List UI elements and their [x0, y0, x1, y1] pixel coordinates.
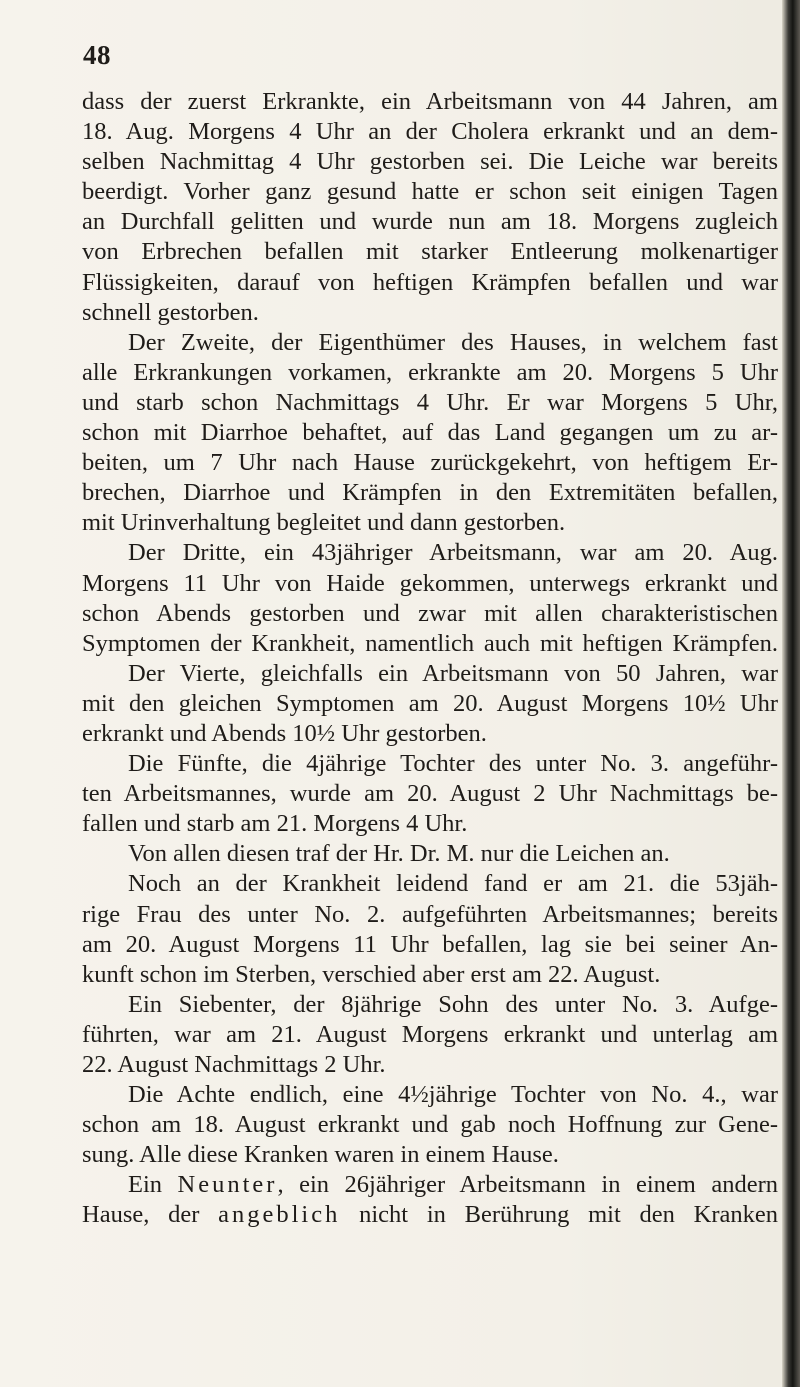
text-line: dass der zuerst Erkrankte, ein Arbeitsmann von 44 Jahren, am [82, 88, 778, 115]
text-fragment: , ein 26jähriger Arbeitsmann in einem andern [277, 1171, 778, 1199]
text-line: fallen und starb am 21. Morgens 4 Uhr. [82, 810, 468, 838]
text-line: 18. Aug. Morgens 4 Uhr an der Cholera erkrankt und an dem- [82, 118, 778, 146]
text-line: alle Erkrankungen vorkamen, erkrankte am 20. Morgens 5 Uhr [82, 358, 778, 386]
text-line: von Erbrechen befallen mit starker Entleerung molkenartiger [82, 238, 778, 266]
text-line: am 20. August Morgens 11 Uhr befallen, lag sie bei seiner An- [82, 930, 778, 958]
page-binding-edge [782, 0, 800, 1387]
text-line: Noch an der Krankheit leidend fand er am 21. die 53jäh- [128, 870, 778, 898]
text-lines [82, 87, 778, 1170]
text-line: Von allen diesen traf der Hr. Dr. M. nur die Leichen an. [128, 840, 670, 868]
text-line: kunft schon im Sterben, verschied aber erst am 22. August. [82, 960, 661, 988]
text-line: schnell gestorben. [82, 298, 259, 326]
text-line: Der Zweite, der Eigenthümer des Hauses, in welchem fast [128, 328, 778, 356]
emphasized-word: angeblich [218, 1201, 341, 1229]
text-fragment: nicht in Berührung mit den Kranken [340, 1201, 778, 1229]
text-line-angeblich [82, 1200, 778, 1230]
text-line: erkrankt und Abends 10½ Uhr gestorben. [82, 719, 487, 747]
text-line-neunter [82, 1170, 778, 1200]
text-fragment: Ein [128, 1171, 178, 1199]
text-line: mit den gleichen Symptomen am 20. August Morgens 10½ Uhr [82, 689, 778, 717]
text-line: Der Dritte, ein 43jähriger Arbeitsmann, war am 20. Aug. [128, 539, 778, 567]
page-number: 48 [83, 40, 111, 70]
text-line: ten Arbeitsmannes, wurde am 20. August 2 Uhr Nachmittags be- [82, 780, 778, 808]
emphasized-word: Neunter [177, 1171, 278, 1199]
body-text [82, 87, 778, 1231]
text-line: rige Frau des unter No. 2. aufgeführten Arbeitsmannes; bereits [82, 900, 778, 928]
text-line: schon am 18. August erkrankt und gab noch Hoffnung zur Gene- [82, 1111, 778, 1139]
text-line: und starb schon Nachmittags 4 Uhr. Er war Morgens 5 Uhr, [82, 388, 778, 416]
text-line: brechen, Diarrhoe und Krämpfen in den Extremitäten befallen, [82, 479, 778, 507]
text-line: 22. August Nachmittags 2 Uhr. [82, 1051, 386, 1078]
text-line: Die Fünfte, die 4jährige Tochter des unter No. 3. angeführ- [128, 750, 778, 778]
text-line: mit Urinverhaltung begleitet und dann gestorben. [82, 509, 566, 537]
text-line: selben Nachmittag 4 Uhr gestorben sei. Die Leiche war bereits [82, 148, 778, 176]
text-line: sung. Alle diese Kranken waren in einem Hause. [82, 1141, 559, 1169]
text-line: Flüssigkeiten, darauf von heftigen Krämpfen befallen und war [82, 268, 778, 296]
text-line: schon mit Diarrhoe behaftet, auf das Land gegangen um zu ar- [82, 419, 778, 447]
text-line: Die Achte endlich, eine 4½jährige Tochter von No. 4., war [128, 1081, 778, 1109]
text-line: Symptomen der Krankheit, namentlich auch mit heftigen Krämpfen. [82, 629, 778, 657]
text-line: Ein Siebenter, der 8jährige Sohn des unter No. 3. Aufge- [128, 990, 778, 1018]
text-line: Morgens 11 Uhr von Haide gekommen, unterwegs erkrankt und [82, 569, 778, 597]
text-fragment: Hause, der [82, 1201, 219, 1229]
text-line: schon Abends gestorben und zwar mit allen charakteristischen [82, 599, 778, 627]
text-line: an Durchfall gelitten und wurde nun am 18. Morgens zugleich [82, 208, 778, 236]
text-line: beerdigt. Vorher ganz gesund hatte er schon seit einigen Tagen [82, 178, 778, 206]
text-line: Der Vierte, gleichfalls ein Arbeitsmann von 50 Jahren, war [128, 659, 778, 687]
text-line: führten, war am 21. August Morgens erkrankt und unterlag am [82, 1020, 778, 1048]
text-line: beiten, um 7 Uhr nach Hause zurückgekehrt, von heftigem Er- [82, 449, 778, 477]
